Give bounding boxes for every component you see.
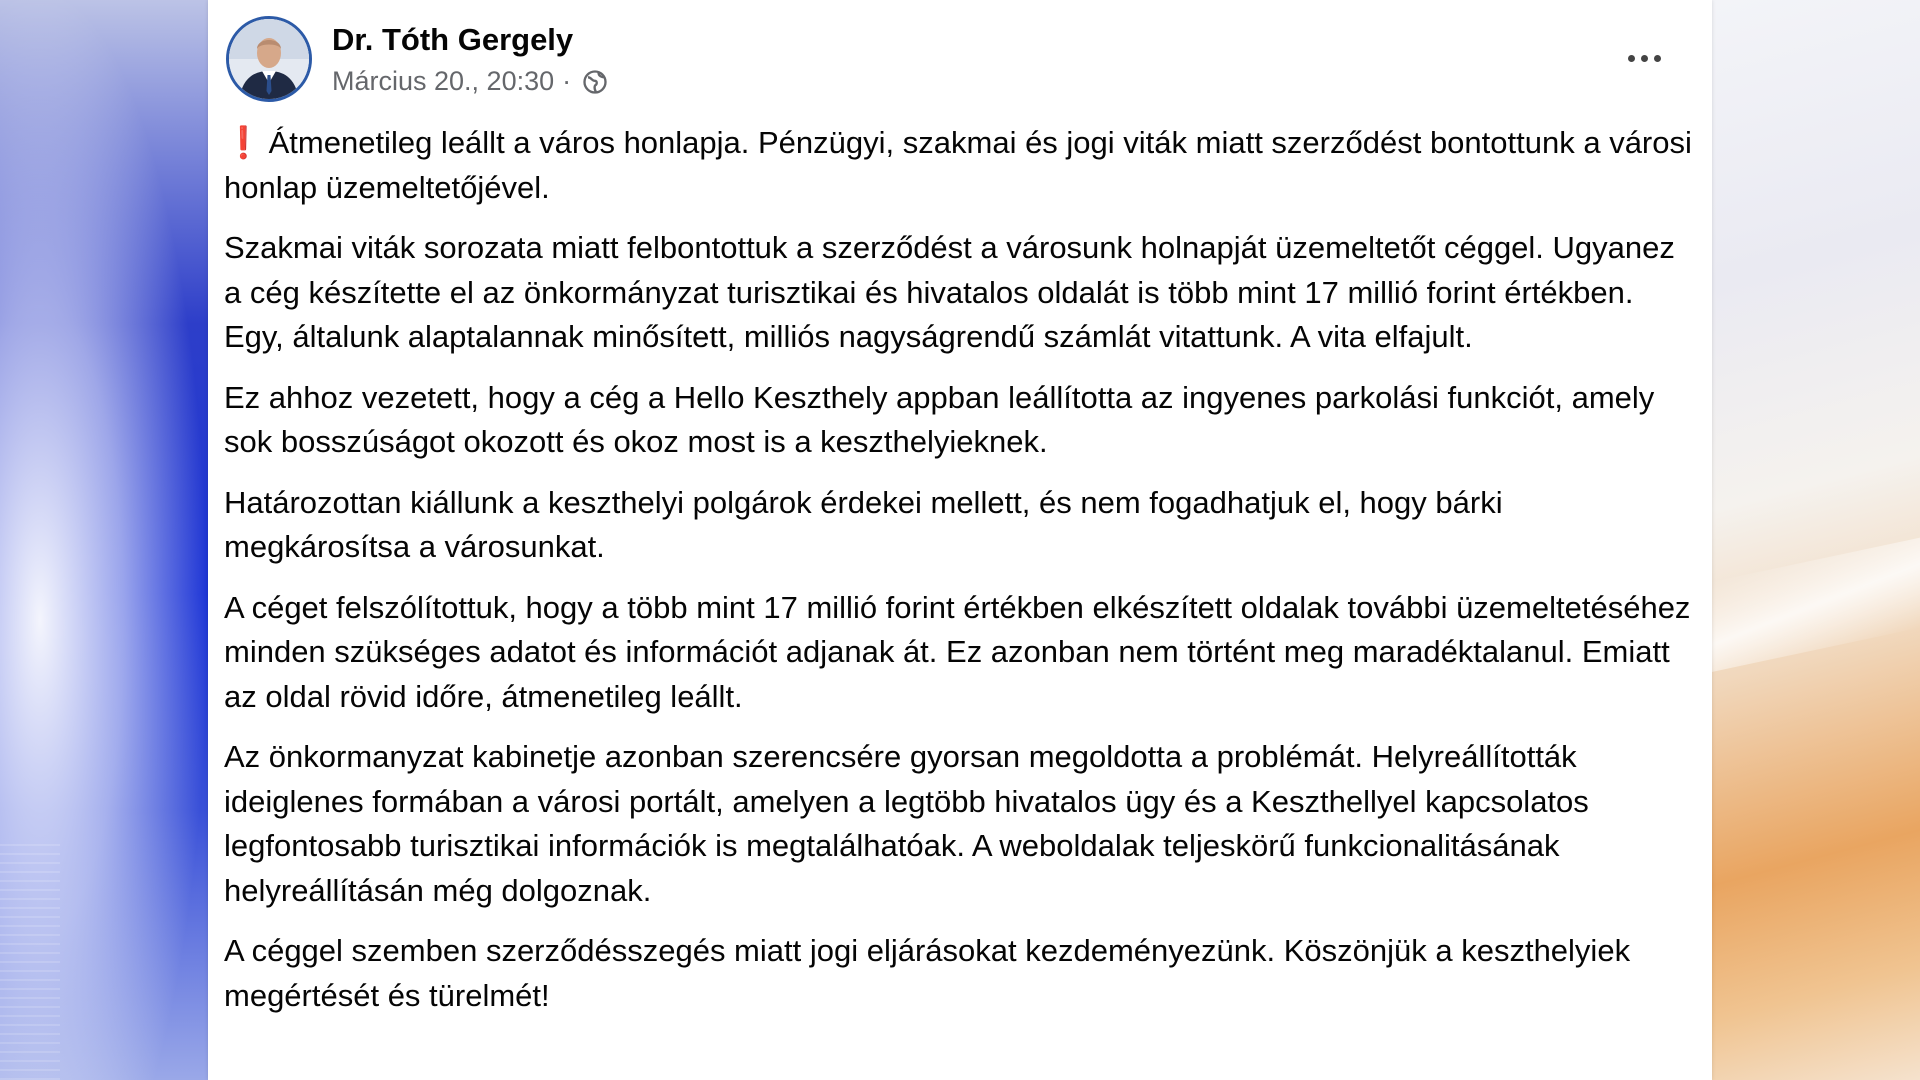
post-timestamp[interactable]: Március 20., 20:30 <box>332 66 555 96</box>
more-options-icon <box>1654 55 1661 62</box>
background-right <box>1710 0 1920 1080</box>
globe-icon[interactable] <box>581 68 609 96</box>
post-paragraph: Ez ahhoz vezetett, hogy a cég a Hello Keszthely appban leállította az ingyenes parkolási funkciót, amely sok bosszúságot okozott és okoz most is a keszthelyieknek. <box>224 379 1655 459</box>
author-name[interactable]: Dr. Tóth Gergely <box>332 22 574 57</box>
facebook-post-card <box>208 0 1712 1080</box>
post-paragraph: Az önkormanyzat kabinetje azonban szerencsére gyorsan megoldotta a problémát. Helyreállították ideiglenes formában a városi portált, amelyen a legtöbb hivatalos ügy és a Keszthellyel kapcsolatos legfontosabb turisztikai információk is megtalálhatóak. A weboldalak teljeskörű funkcionalitásának helyreállításán még dolgoznak. <box>224 739 1589 908</box>
post-paragraph: Határozottan kiállunk a keszthelyi polgárok érdekei mellett, és nem fogadhatjuk el, hogy bárki megkárosítsa a városunkat. <box>224 484 1503 564</box>
post-paragraph: Szakmai viták sorozata miatt felbontottuk a szerződést a városunk holnapját üzemeltetőt céggel. Ugyanez a cég készítette el az önkormányzat turisztikai és hivatalos oldalát is több mint 17 millió forint értékben. Egy, általunk alaptalannak minősített, milliós nagyságrendű számlát vitattunk. A vita elfajult. <box>224 230 1675 354</box>
post-paragraph: A céggel szemben szerződésszegés miatt jogi eljárásokat kezdeményezünk. Köszönjük a keszthelyiek megértését és türelmét! <box>224 933 1631 1013</box>
post-header <box>224 14 1684 110</box>
post-paragraph: A céget felszólítottuk, hogy a több mint 17 millió forint értékben elkészített oldalak további üzemeltetéséhez minden szükséges adatot és információt adjanak át. Ez azonban nem történt meg maradéktalanul. Emiatt az oldal rövid időre, átmenetileg leállt. <box>224 589 1691 714</box>
post-paragraph-text: Átmenetileg leállt a város honlapja. Pénzügyi, szakmai és jogi viták miatt szerződést bontottunk a városi honlap üzemeltetőjével. <box>224 125 1692 205</box>
more-options-icon <box>1641 55 1648 62</box>
more-options-button[interactable] <box>1616 38 1672 78</box>
post-meta <box>332 66 609 97</box>
exclamation-emoji-icon: ❗ <box>224 125 263 160</box>
post-paragraph <box>224 121 1694 210</box>
author-avatar[interactable] <box>226 16 312 102</box>
post-body <box>224 121 1694 1034</box>
more-options-icon <box>1628 55 1635 62</box>
avatar-portrait-icon <box>229 19 309 99</box>
background-grid-pattern <box>0 840 60 1080</box>
meta-separator: · <box>562 66 572 96</box>
